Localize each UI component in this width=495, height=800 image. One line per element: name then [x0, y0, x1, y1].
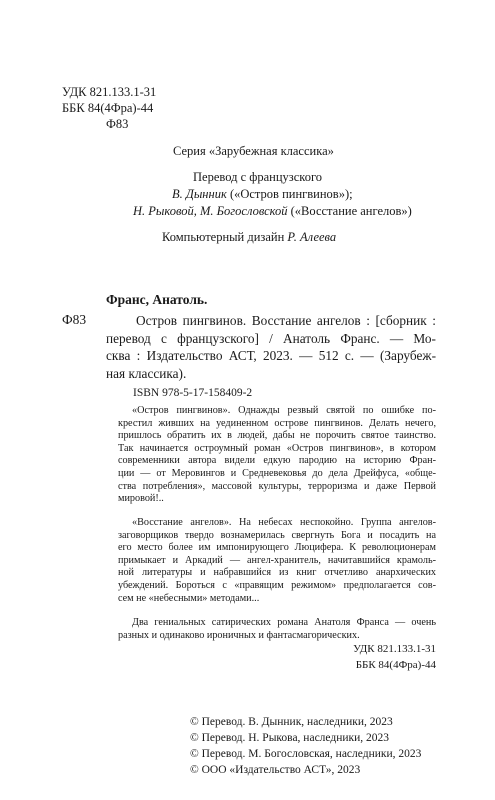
annotation-paragraph-3	[118, 617, 436, 642]
author-sign: Ф83	[106, 117, 129, 131]
bottom-udk-code: УДК 821.133.1-31	[353, 643, 436, 655]
annotation-paragraph-2	[118, 517, 436, 605]
copyright-line: © Перевод. М. Богословская, наследники, 2023	[190, 748, 422, 760]
bottom-bbk-code: ББК 84(4Фра)-44	[355, 659, 436, 671]
description-line: ная классика).	[106, 365, 187, 381]
annotation-line: мировой!..	[118, 493, 164, 505]
annotation-line: разных и одинаково ироничных и фантасмагорических.	[118, 629, 360, 641]
translator-name-1: В. Дынник	[172, 187, 227, 201]
copyright-line: © Перевод. Н. Рыкова, наследники, 2023	[190, 732, 390, 744]
translated-work-2: («Восстание ангелов»)	[287, 204, 412, 218]
annotation-line: пришлось обратить их в людей, дабы не порочить святое таинство.	[118, 430, 436, 442]
series-line: Серия «Зарубежная классика»	[173, 144, 334, 158]
annotation-line: ции — от Меровингов и Средневековья до дела Дрейфуса, «обще-	[118, 467, 436, 479]
isbn: ISBN 978-5-17-158409-2	[133, 387, 253, 399]
description-line: сква : Издательство АСТ, 2023. — 512 с. — (Зарубеж-	[106, 348, 436, 363]
annotation-line: Так начинается остроумный роман «Остров пингвинов», в котором	[118, 442, 436, 454]
design-label: Компьютерный дизайн	[162, 230, 288, 244]
translator-names-2: Н. Рыковой, М. Богословской	[133, 204, 288, 218]
copyright-line: © ООО «Издательство АСТ», 2023	[190, 764, 361, 776]
copyright-line: © Перевод. В. Дынник, наследники, 2023	[190, 716, 393, 728]
annotation-line: крестил живших на уединенном острове пингвинов. Делать нечего,	[118, 417, 436, 429]
annotation-line: Два гениальных сатирических романа Анатоля Франса — очень	[132, 617, 436, 628]
annotation-line: заговорщиков твердо вознамерилась свергнуть Бога и посадить на	[118, 529, 436, 541]
translator-line-1	[172, 187, 353, 202]
translated-work-1: («Остров пингвинов»);	[226, 187, 353, 201]
annotation-line: его место более им импонирующего Люцифера. К революционерам	[118, 542, 436, 554]
annotation-line: убеждений. Бороться с «правящим режимом» предполагается сов-	[118, 579, 436, 591]
description-sign: Ф83	[62, 312, 87, 327]
description-line: Остров пингвинов. Восстание ангелов : [сборник :	[136, 313, 436, 328]
design-credit	[162, 230, 336, 245]
annotation-line: «Восстание ангелов». На небесах неспокойно. Группа ангелов-	[132, 517, 436, 528]
annotation-line: ства потребления», массовой культуры, терроризма и даже Первой	[118, 480, 436, 492]
annotation-line: современники автора видели едкую пародию на историю Фран-	[118, 455, 436, 467]
annotation-line: ной литературы и набравшийся из книг отчетливо анархических	[118, 567, 436, 579]
description-line: перевод с французского] / Анатоль Франс. — Мо-	[106, 330, 436, 346]
designer-name: Р. Алеева	[287, 230, 337, 244]
udk-code: УДК 821.133.1-31	[62, 85, 157, 99]
translation-heading: Перевод с французского	[193, 170, 323, 184]
annotation-line: «Остров пингвинов». Однажды резвый святой по ошибке по-	[132, 405, 436, 416]
annotation-paragraph-1	[118, 405, 436, 506]
translator-line-2	[133, 204, 412, 219]
author-heading: Франс, Анатоль.	[106, 292, 208, 307]
annotation-line: сем не «небесными» методами...	[118, 592, 260, 604]
annotation-line: примыкает и Аркадий — ангел-хранитель, начитавшийся крамоль-	[118, 554, 436, 566]
bbk-code: ББК 84(4Фра)-44	[62, 101, 154, 115]
bibliographic-description	[106, 312, 436, 382]
